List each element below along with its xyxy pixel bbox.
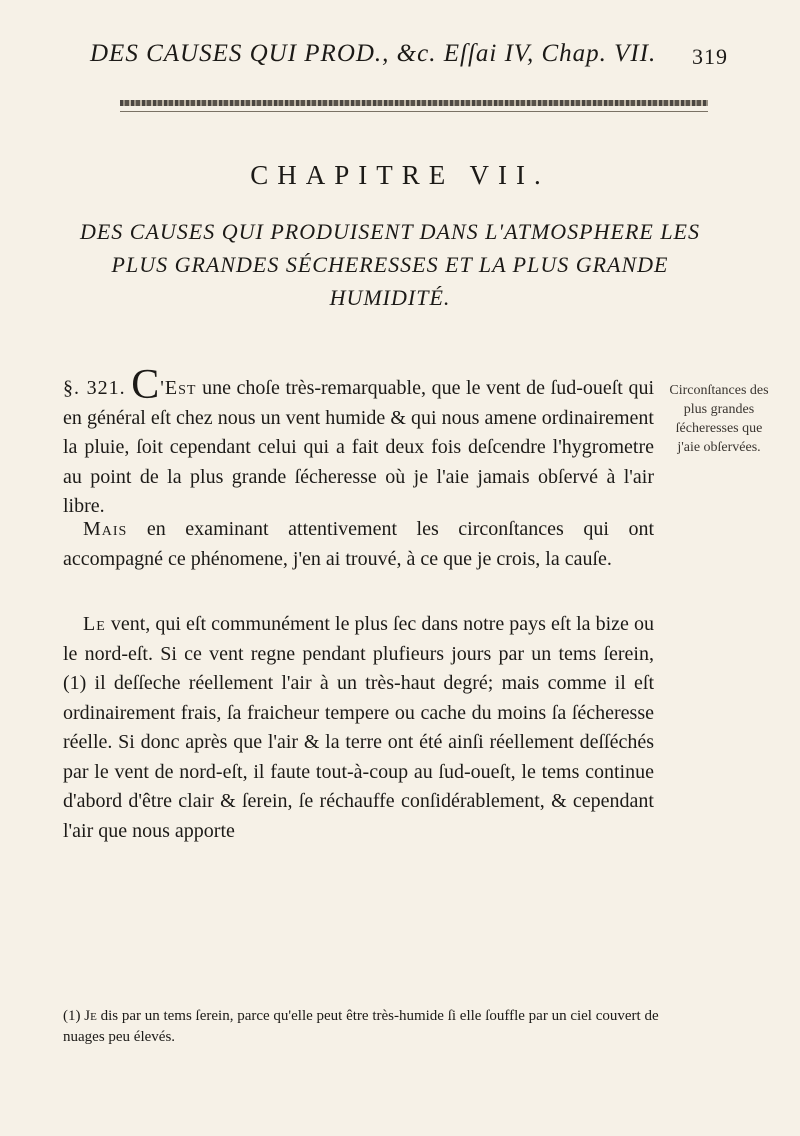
page-number: 319 <box>692 44 728 69</box>
section-number: §. 321. <box>63 377 126 399</box>
footnote-marker: (1) <box>63 1008 81 1024</box>
paragraph-lead: 'Est <box>160 377 197 399</box>
paragraph-text: une choſe très-remarquable, que le vent de ſud-oueſt qui en général eſt chez nous un vent humide & qui nous amene ordinairement la pluie, ſoit cependant celui qui a fait deux fois deſcendre l'hygrometre au point de la plus grande ſécheresse où je l'aie jamais obſervé à l'air libre. <box>63 377 655 517</box>
margin-note: Circonſtances des plus grandes ſécheresses que j'aie obſervées. <box>669 383 769 455</box>
paragraph-1 <box>63 362 655 522</box>
drop-cap: C <box>131 362 160 408</box>
paragraph-lead: Le <box>83 613 106 635</box>
footnote <box>63 1006 663 1048</box>
paragraph-2 <box>63 515 654 574</box>
paragraph-lead: Mais <box>83 518 128 540</box>
footnote-lead: Je <box>84 1008 97 1024</box>
chapter-title: DES CAUSES QUI PRODUISENT DANS L'ATMOSPHERE LES PLUS GRANDES SÉCHERESSES ET LA PLUS GRANDE HUMIDITÉ. <box>79 219 700 310</box>
running-head-text: DES CAUSES QUI PROD., &c. Eſſai IV, Chap. VII. <box>90 40 657 67</box>
rule-line <box>120 111 708 112</box>
paragraph-3 <box>63 610 654 846</box>
paragraph-text: en examinant attentivement les circonſtances qui ont accompagné ce phénomene, j'en ai trouvé, à ce que je crois, la cauſe. <box>63 518 654 570</box>
footnote-text: dis par un tems ſerein, parce qu'elle peut être très-humide ſi elle ſouffle par un ciel couvert de nuages peu élevés. <box>63 1008 659 1045</box>
paragraph-text: vent, qui eſt communément le plus ſec dans notre pays eſt la bize ou le nord-eſt. Si ce vent regne pendant plufieurs jours par un tems ſerein, (1) il deſſeche réellement l'air à un très-haut degré; mais comme il eſt ordinairement frais, ſa fraicheur tempere ou cache du moins ſa ſécheresse réelle. Si donc après que l'air & la terre ont été ainſi réellement deſſéchés par le vent de nord-eſt, il faute tout-à-coup au ſud-oueſt, le tems continue d'abord d'être clair & ſerein, ſe réchauffe conſidérablement, & cependant l'air que nous apporte <box>63 613 655 842</box>
decorative-rule <box>120 100 708 106</box>
chapter-heading: CHAPITRE VII. <box>250 160 550 190</box>
running-head <box>70 38 770 78</box>
